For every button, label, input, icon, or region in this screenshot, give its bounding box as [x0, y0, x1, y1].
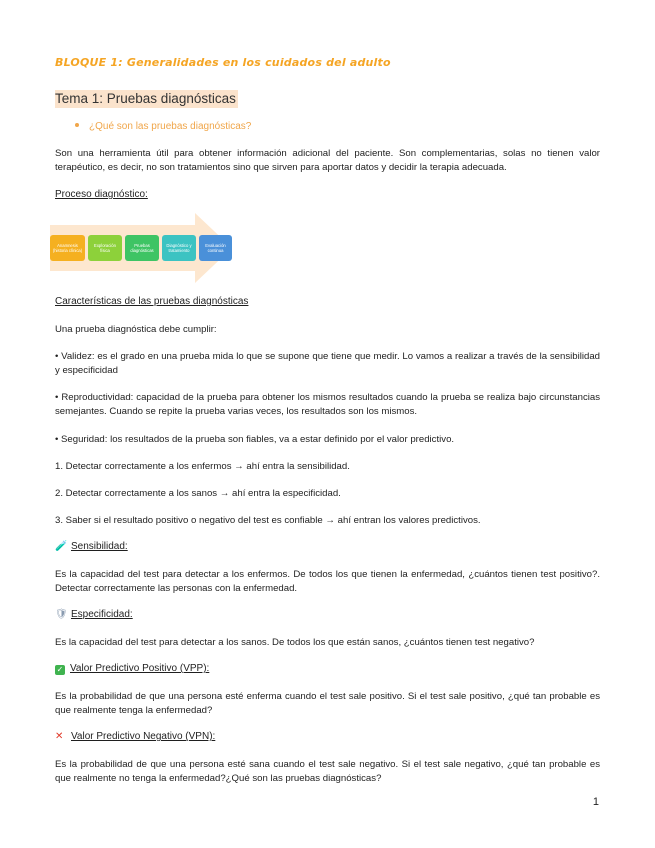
page-number: 1: [592, 796, 599, 808]
debe-cumplir-text: Una prueba diagnóstica debe cumplir:: [55, 324, 217, 335]
intro-paragraph: Son una herramienta útil para obtener información adicional del paciente. Son complementarias, solas no tienen valor terapéutico, es decir, no son tratamientos sino que sirven para aportar datos y decidir la terapia adecuada.: [55, 148, 600, 173]
reproductividad-paragraph: • Reproductividad: capacidad de la prueba para obtener los mismos resultados cuando la prueba se realiza bajo circunstancias semejantes. Cuando se repite la prueba varias veces, los resultados son los mismos.: [55, 392, 600, 417]
test-tube-icon: 🧪: [55, 541, 68, 552]
proceso-diagram: [50, 213, 250, 283]
check-mark-icon: ✓: [56, 665, 64, 674]
process-step-4: Diagnóstico y tratamiento: [162, 235, 196, 261]
process-step-2: Exploración física: [88, 235, 122, 261]
vpp-paragraph: Es la probabilidad de que una persona esté enferma cuando el test sale positivo. Si el test sale positivo, ¿qué tan probable es que realmente tenga la enfermedad?: [55, 691, 600, 716]
cross-mark-icon: ✕: [55, 731, 64, 742]
bullet-question: [75, 121, 251, 132]
especificidad-heading: 🛡 Especificidad:: [55, 609, 133, 620]
especificidad-paragraph: Es la capacidad del test para detectar a los sanos. De todos los que están sanos, ¿cuántos tienen test negativo?: [55, 637, 535, 648]
sensibilidad-paragraph: Es la capacidad del test para detectar a los enfermos. De todos los que tienen la enfermedad, ¿cuántos tienen test positivo?. Detectar correctamente las personas con la enfermedad.: [55, 569, 600, 594]
vpn-heading: ✕ Valor Predictivo Negativo (VPN):: [55, 731, 216, 742]
validez-paragraph: • Validez: es el grado en una prueba mida lo que se supone que tiene que medir. Lo vamos a realizar a través de la sensibilidad y especificidad: [55, 351, 600, 376]
proceso-heading: Proceso diagnóstico:: [55, 189, 148, 200]
bullet-dot-icon: [75, 123, 79, 127]
shield-icon: 🛡: [55, 609, 68, 620]
bullet-text: ¿Qué son las pruebas diagnósticas?: [89, 121, 252, 132]
caracteristicas-heading: Características de las pruebas diagnósticas: [55, 296, 249, 307]
seguridad-paragraph: • Seguridad: los resultados de la prueba son fiables, va a estar definido por el valor predictivo.: [55, 434, 455, 445]
list-item-2: 2. Detectar correctamente a los sanos → ahí entra la especificidad.: [55, 488, 341, 499]
block-title: BLOQUE 1: Generalidades en los cuidados del adulto: [55, 56, 391, 69]
sensibilidad-heading: 🧪 Sensibilidad:: [55, 541, 128, 552]
topic-heading: Tema 1: Pruebas diagnósticas: [55, 91, 236, 106]
list-item-1: 1. Detectar correctamente a los enfermos → ahí entra la sensibilidad.: [55, 461, 350, 472]
vpn-paragraph: Es la probabilidad de que una persona esté sana cuando el test sale negativo. Si el test sale negativo, ¿qué tan probable es que realmente no tenga la enfermedad?¿Qué son las pruebas diagnósticas?: [55, 759, 600, 784]
process-step-3: Pruebas diagnósticas: [125, 235, 159, 261]
list-item-3: 3. Saber si el resultado positivo o negativo del test es confiable → ahí entran los valores predictivos.: [55, 515, 481, 526]
process-step-5: Evaluación continua: [199, 235, 232, 261]
vpp-heading: ✓ Valor Predictivo Positivo (VPP):: [56, 663, 210, 674]
process-step-1: Anamnesis (historia clínica): [50, 235, 85, 261]
